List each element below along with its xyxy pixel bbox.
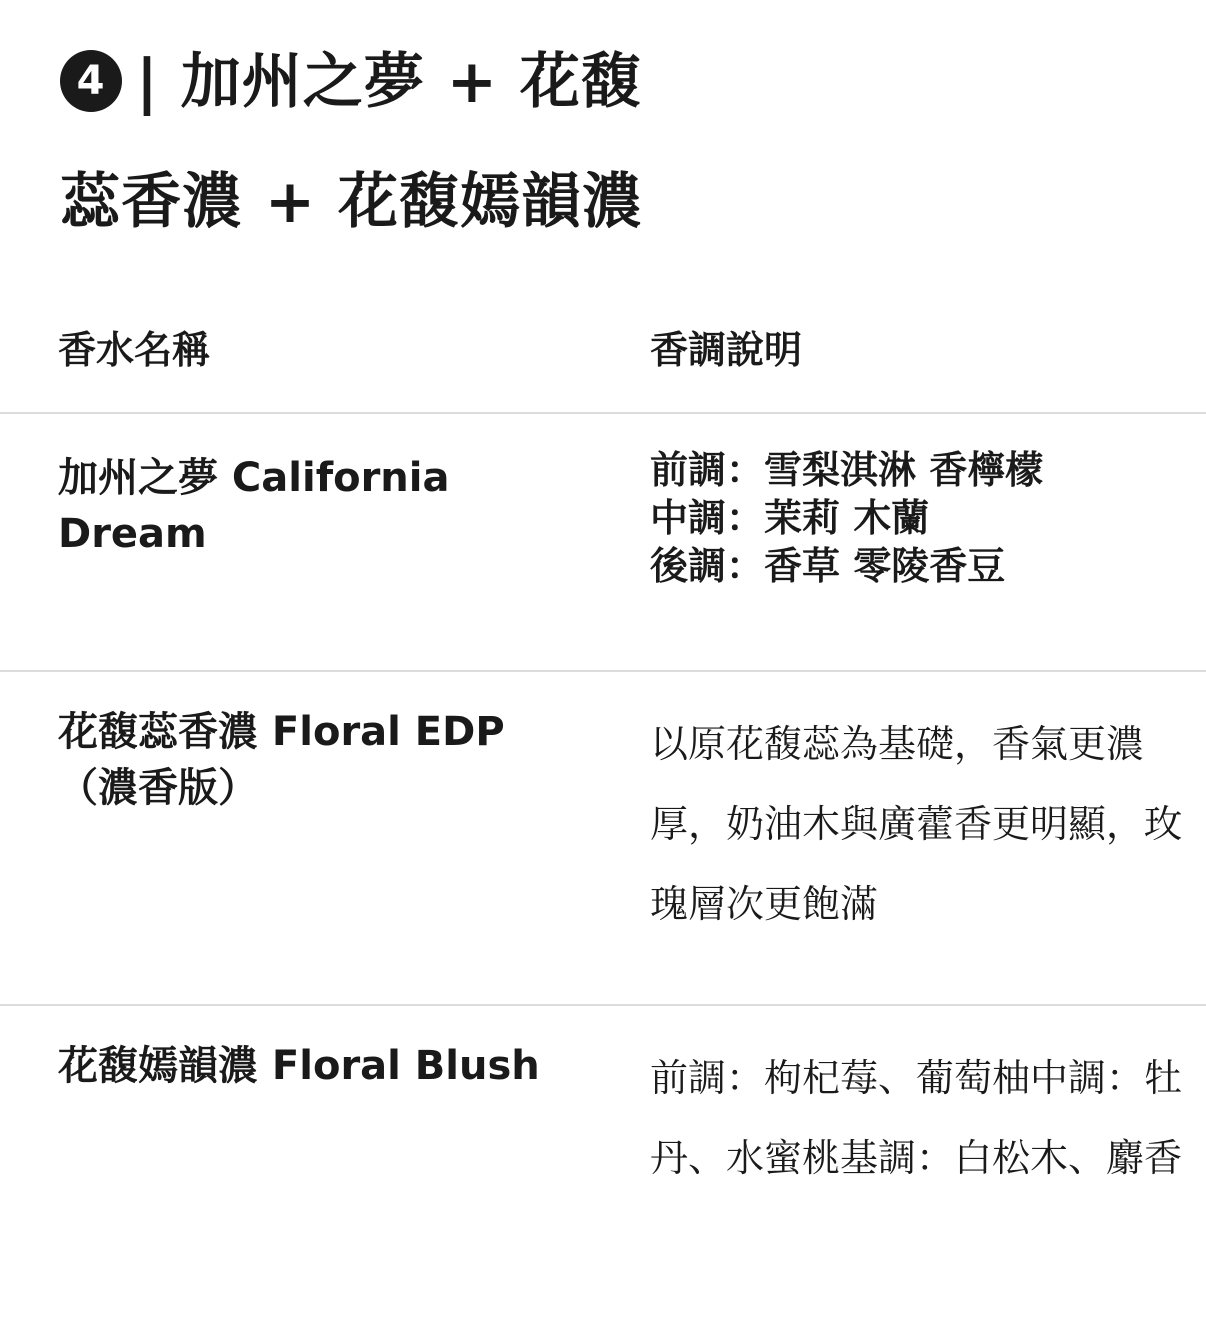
heading-line-1	[60, 22, 1160, 142]
perfume-name: 花馥嫣韻濃 Floral Blush	[58, 1043, 540, 1089]
middle-notes: 中調：茉莉 木蘭	[650, 496, 930, 540]
header-perfume-name: 香水名稱	[0, 280, 592, 413]
base-notes: 後調：香草 零陵香豆	[650, 544, 1006, 588]
scent-notes	[592, 413, 1206, 671]
table-row	[0, 413, 1206, 671]
perfume-name: 花馥蕊香濃 Floral EDP（濃香版）	[0, 671, 592, 1005]
article-heading	[60, 22, 1160, 262]
scent-description: 以原花馥蕊為基礎，香氣更濃厚，奶油木與廣藿香更明顯，玫瑰層次更飽滿	[592, 671, 1206, 1005]
table-row	[0, 1005, 1206, 1328]
table-header-row	[0, 280, 1206, 413]
header-scent-notes: 香調說明	[592, 280, 1206, 413]
top-notes: 前調：雪梨淇淋 香檸檬	[650, 448, 1044, 492]
heading-title-part-2: 蕊香濃 + 花馥嫣韻濃	[60, 167, 644, 237]
table-row	[0, 671, 1206, 1005]
perfume-notes-table	[0, 280, 1206, 1328]
perfume-name: 加州之夢 California Dream	[0, 413, 592, 671]
number-badge: 4	[60, 50, 122, 112]
heading-title-part-1: | 加州之夢 + 花馥	[136, 47, 642, 117]
scent-description: 前調：枸杞莓、葡萄柚中調：牡丹、水蜜桃基調：白松木、麝香	[650, 1056, 1183, 1180]
